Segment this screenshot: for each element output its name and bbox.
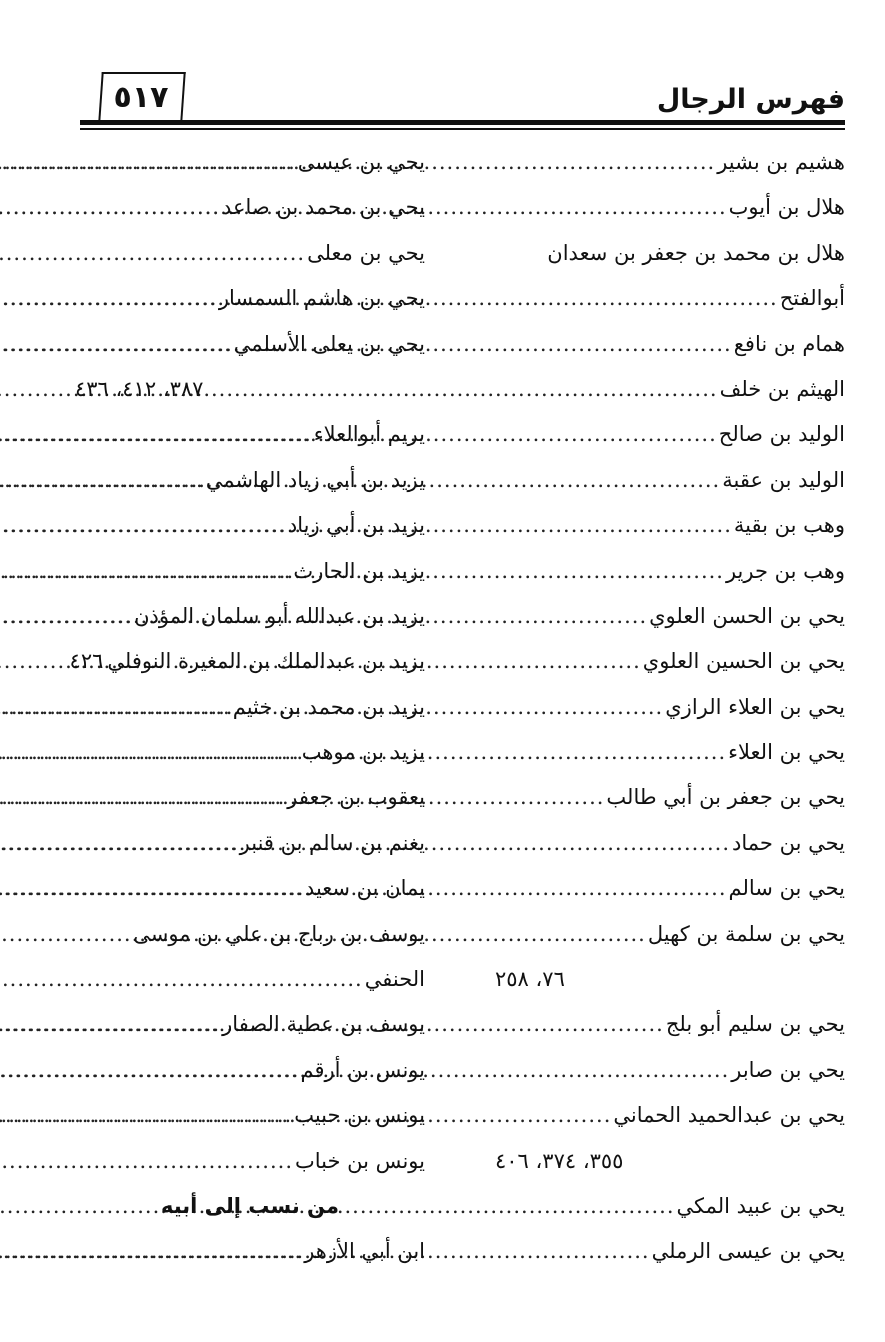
dot-leader [0,1093,292,1138]
index-entry [495,775,845,820]
entry-name: يونس بن أرقم [300,1057,425,1082]
entry-name: يحي بن سليم أبو بلج [665,1012,845,1037]
index-entry [495,912,845,957]
index-entry [495,594,845,639]
dot-leader [0,1002,220,1047]
header-rule-thin [80,128,845,130]
index-entry [75,957,425,1002]
entry-name: الحنفي [364,967,425,992]
index-entry [75,594,425,639]
index-entry [495,458,845,503]
entry-name: وهب بن جرير [725,558,845,583]
entry-name: يحي بن العلاء الرازي [665,694,845,719]
index-entry [495,1048,845,1093]
index-entry [495,821,845,866]
dot-leader [0,276,217,321]
dot-leader [0,503,286,548]
running-title: فهرس الرجال [656,84,845,115]
index-entry [495,367,845,412]
index-entry [495,231,845,276]
index-entry [495,1139,845,1184]
dot-leader [0,231,305,276]
dot-leader [0,1139,293,1184]
entry-name: يغنم بن سالم بن قنبر [239,830,425,855]
entry-name: يعقوب بن جعفر [287,785,425,810]
section-heading: من نسب إلى أبيه [160,1193,340,1218]
index-entry [495,276,845,321]
entry-name: يحي بن محمد بن صاعد [221,195,425,220]
entry-name: وهب بن بقية [733,513,845,538]
index-entry [75,1093,425,1138]
entry-name: يحي بن عبدالحميد الحماني [613,1103,845,1128]
entry-name: يزيد بن موهب [301,740,425,765]
entry-name: يحي بن حماد [732,830,845,855]
index-entry [75,866,425,911]
entry-name: هشيم بن بشير [717,150,845,174]
page-header [0,0,885,140]
index-entry [495,866,845,911]
entry-name: يحي بن يعلى الأسلمي [233,331,425,356]
index-entry [75,1048,425,1093]
entry-name: يحي بن الحسين العلوي [642,649,845,674]
entry-name: يحي بن سلمة بن كهيل [647,921,845,946]
entry-name: الوليد بن صالح [718,422,845,447]
entry-name: الوليد بن عقبة [722,467,845,492]
index-entry [75,503,425,548]
index-entry [495,185,845,230]
index-entry [75,775,425,820]
entry-name: يحي بن جعفر بن أبي طالب [606,785,845,810]
dot-leader [0,458,204,503]
entry-name: هلال بن محمد بن جعفر بن سعدان [547,240,845,265]
entry-name: يحي بن عيسى الرملي [651,1239,845,1264]
index-entry [495,412,845,457]
index-entry [75,276,425,321]
dot-leader [0,957,363,1002]
dot-leader [0,185,220,230]
index-entry [75,821,425,866]
index-entry [75,912,425,957]
entry-name: يزيد بن عبدالملك بن المغيرة النوفلي [107,649,425,674]
entry-name: يوسف بن رباح بن علي بن موسى [133,921,425,946]
dot-leader [0,821,238,866]
index-entry [75,549,425,594]
entry-name: يحي بن العلاء [728,740,845,765]
dot-leader [0,1048,299,1093]
dot-leader [0,412,312,457]
header-rule-thick [80,120,845,125]
index-entry [75,1139,425,1184]
entry-name: الهيثم بن خلف [719,376,845,401]
index-entry [495,322,845,367]
entry-name: همام بن نافع [733,331,845,356]
entry-name: يحي بن صابر [731,1057,845,1082]
dot-leader [0,775,285,820]
index-entry [75,730,425,775]
dot-leader [0,594,132,639]
entry-name: هلال بن أيوب [728,195,845,220]
index-entry [75,685,425,730]
entry-name: يزيد بن محمد بن خثيم [232,694,425,719]
dot-leader [0,140,296,185]
right-column [495,140,845,1275]
index-entry [75,185,425,230]
left-column [69,140,425,1275]
entry-name: ابن أبي الأزهر [304,1239,425,1264]
entry-pages: ٧٦، ٢٥٨ [495,967,565,992]
dot-leader [0,866,303,911]
entry-pages: ٤٢٦ [69,649,104,674]
index-entry [75,1229,425,1274]
index-entry [75,458,425,503]
dot-leader [0,1229,302,1274]
entry-name: يحي بن الحسن العلوي [649,603,845,628]
index-entry [495,1184,845,1229]
entry-name: يحي بن هاشم السمسار [218,286,425,311]
index-entry [75,231,425,276]
entry-name: يحي بن عبيد المكي [676,1193,845,1218]
entry-name: يزيد بن أبي زياد الهاشمي [205,467,425,492]
entry-name: أبوالفتح [779,286,845,311]
index-entry [75,140,425,185]
index-entry [75,412,425,457]
dot-leader [0,322,232,367]
entry-name: يحي بن سالم [728,876,845,901]
index-entry [495,730,845,775]
entry-name: يمان بن سعيد [304,876,425,901]
index-entry [495,1093,845,1138]
index-entry [495,1229,845,1274]
index-entry [75,367,425,412]
index-entry [495,639,845,684]
index-entry [69,639,425,684]
entry-pages: ٣٥٥، ٣٧٤، ٤٠٦ [495,1148,624,1173]
entry-name: يونس بن خباب [295,1148,425,1173]
entry-name: يريم أبوالعلاء [313,422,425,447]
index-entry [495,140,845,185]
entry-name: يوسف بن عطية الصفار [222,1012,425,1037]
index-entry [495,503,845,548]
index-entry [495,549,845,594]
page-number: ٥١٧ [113,80,169,115]
entry-name: يزيد بن الحارث [293,558,425,583]
entry-name: يحي بن معلى [307,240,425,265]
index-entry [75,1002,425,1047]
dot-leader [0,549,291,594]
entry-name: يزيد بن عبدالله أبو سلمان المؤذن [134,603,425,628]
index-entry [75,322,425,367]
entry-name: يحي بن عيسى [297,150,425,174]
dot-leader [0,685,231,730]
entry-pages: ٣٨٧، ٤١٢، ٤٣٦ [75,376,204,401]
entry-name: يزيد بن أبي زياد [287,513,425,538]
index-entry [495,1002,845,1047]
dot-leader [0,730,300,775]
index-entry [495,957,845,1002]
entry-name: يونس بن حبيب [294,1103,425,1128]
index-entry [495,685,845,730]
